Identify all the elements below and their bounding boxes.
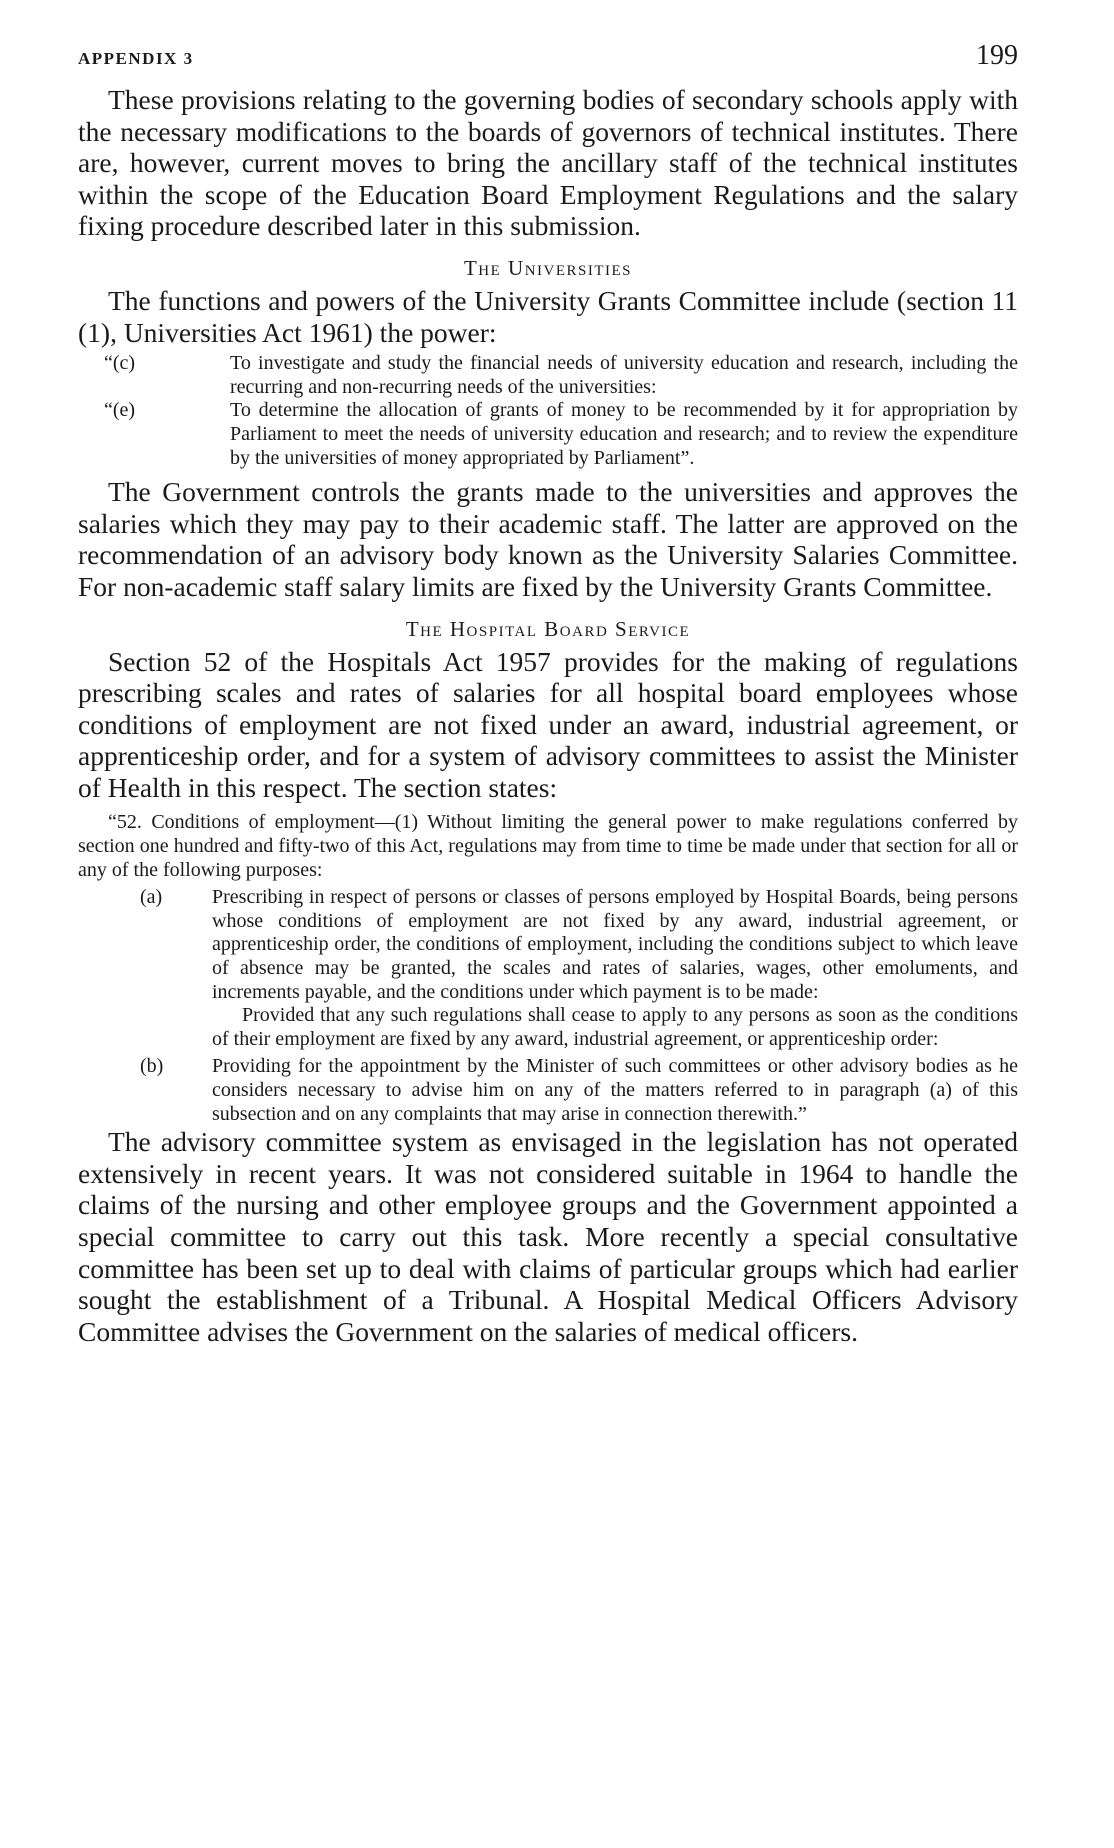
quote-text-e: To determine the allocation of grants of money to be recommended by it for appropriation by Parliament to meet the needs of university education and research; and to review the expenditure by the universities of money appropriated by Parliament”. (230, 399, 1018, 469)
section-52-intro: “52. Conditions of employment—(1) Without limiting the general power to make regulations conferred by section one hundred and fifty-two of this Act, regulations may from time to time be made under that section for all or any of the following purposes: (78, 811, 1018, 881)
section-52-text-b: Providing for the appointment by the Minister of such committees or other advisory bodies as he considers necessary to advise him on any of the matters referred to in paragraph (a) of this subsection and on any complaints that may arise in connection therewith.” (212, 1055, 1018, 1125)
document-page (78, 40, 1018, 1347)
section-heading-universities: The Universities (463, 255, 633, 280)
page-number: 199 (976, 40, 1018, 71)
quote-block-universities-act (78, 352, 1018, 470)
page-header (78, 40, 1018, 84)
section-52-label-a: (a) (140, 886, 163, 909)
quote-block-section-52 (78, 811, 1018, 1126)
section-52-proviso: Provided that any such regulations shall cease to apply to any persons as soon as the conditions of their employment are fixed by any award, industrial agreement, or apprenticeship order: (212, 1004, 1018, 1050)
quote-item-e (78, 399, 1018, 470)
paragraph-advisory-committee-system: The advisory committee system as envisaged in the legislation has not operated extensively in recent years. It was not considered suitable in 1964 to handle the claims of the nursing and other employee groups and the Government appointed a special committee to carry out this task. More recently a special consultative committee has been set up to deal with claims of particular groups which had earlier sought the establishment of a Tribunal. A Hospital Medical Officers Advisory Committee advises the Government on the salaries of medical officers. (78, 1126, 1018, 1347)
quote-text-c: To investigate and study the financial needs of university education and research, including the recurring and non-recurring needs of the universities: (230, 352, 1018, 398)
paragraph-technical-institutes: These provisions relating to the governing bodies of secondary schools apply with the necessary modifications to the boards of governors of technical institutes. There are, however, current moves to bring the ancillary staff of the technical institutes within the scope of the Education Board Employment Regulations and the salary fixing procedure described later in this submission. (78, 84, 1018, 242)
paragraph-ugc-powers: The functions and powers of the University Grants Committee include (section 11 (1), Universities Act 1961) the power: (78, 284, 1018, 348)
section-52-item-a (78, 886, 1018, 1051)
paragraph-government-grants: The Government controls the grants made to the universities and approves the salaries which they may pay to their academic staff. The latter are approved on the recommendation of an advisory body known as the University Salaries Committee. For non-academic staff salary limits are fixed by the University Grants Committee. (78, 476, 1018, 602)
section-52-body-a (212, 886, 1018, 1051)
paragraph-hospitals-act: Section 52 of the Hospitals Act 1957 provides for the making of regulations prescribing scales and rates of salaries for all hospital board employees whose conditions of employment are not fixed under an award, industrial agreement, or apprenticeship order, and for a system of advisory committees to assist the Minister of Health in this respect. The section states: (78, 645, 1018, 803)
section-52-text-a: Prescribing in respect of persons or classes of persons employed by Hospital Boards, being persons whose conditions of employment are not fixed by any award, industrial agreement, or apprenticeship order, the conditions of employment, including the conditions subject to which leave of absence may be granted, the scales and rates of salaries, wages, other emoluments, and increments payable, and the conditions under which payment is to be made: (212, 886, 1018, 1003)
quote-label-c: “(c) (104, 352, 136, 375)
running-head: APPENDIX 3 (78, 49, 194, 68)
quote-item-c (78, 352, 1018, 399)
section-heading-hospital-board: The Hospital Board Service (405, 616, 691, 641)
section-52-item-b (78, 1055, 1018, 1126)
quote-label-e: “(e) (104, 399, 136, 422)
section-52-label-b: (b) (140, 1055, 164, 1078)
